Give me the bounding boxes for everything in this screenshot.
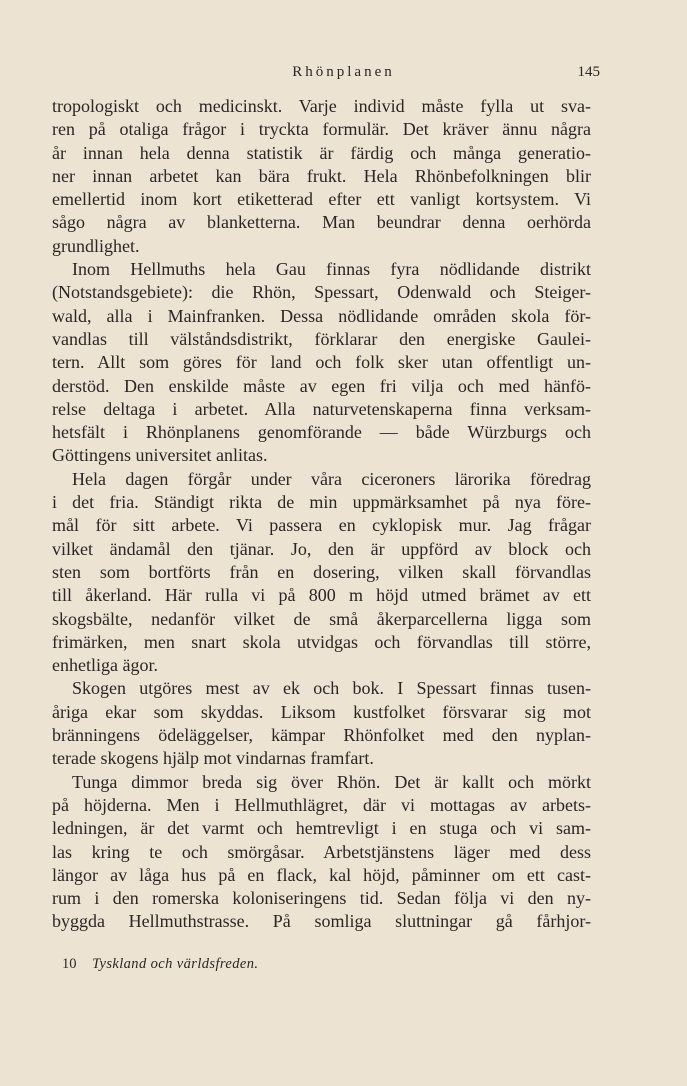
text-line: tropologiskt och medicinskt. Varje individ måste fylla ut sva-	[52, 96, 591, 116]
text-line: bränningens ödeläggelser, kämpar Rhönfolket med den nyplan-	[52, 725, 591, 746]
text-line: skogsbälte, nedanför vilket de små åkerparcellerna ligga som	[52, 608, 591, 629]
body-text	[52, 95, 591, 934]
text-line: år innan hela denna statistik är färdig och många generatio-	[52, 142, 591, 163]
text-line: byggda Hellmuthstrasse. På somliga sluttningar gå fårhjor-	[52, 911, 591, 932]
page-number: 145	[577, 64, 600, 80]
text-line: Hela dagen förgår under våra ciceroners lärorika föredrag	[72, 468, 591, 489]
footer-title: Tyskland och världsfreden.	[92, 956, 259, 972]
text-line: las kring te och smörgåsar. Arbetstjänstens läger med dess	[52, 841, 591, 862]
text-line: derstöd. Den enskilde måste av egen fri vilja och med hänfö-	[52, 375, 591, 396]
text-line: Skogen utgöres mest av ek och bok. I Spessart finnas tusen-	[72, 678, 591, 699]
text-line: ren på otaliga frågor i tryckta formulär. Det kräver ännu några	[52, 119, 591, 140]
text-line: enhetliga ägor.	[52, 655, 158, 676]
text-line: åriga ekar som skyddas. Liksom kustfolket försvarar sig mot	[52, 701, 591, 722]
text-line: ledningen, är det varmt och hemtrevligt i en stuga och vi sam-	[52, 818, 591, 839]
text-line: terade skogens hjälp mot vindarnas framfart.	[52, 748, 374, 769]
text-line: relse deltaga i arbetet. Alla naturvetenskaperna finna verksam-	[52, 398, 591, 419]
text-line: emellertid inom kort etiketterad efter ett vanligt kortsystem. Vi	[52, 189, 591, 210]
text-line: vilket ändamål den tjänar. Jo, den är uppförd av block och	[52, 538, 591, 559]
text-line: frimärken, men snart skola utvidgas och förvandlas till större,	[52, 631, 591, 652]
signature-mark: 10	[62, 956, 77, 972]
text-line: Göttingens universitet anlitas.	[52, 445, 268, 466]
text-line: wald, alla i Mainfranken. Dessa nödlidande områden skola för-	[52, 305, 591, 326]
text-line: längor av låga hus på en flack, kal höjd, påminner om ett cast-	[52, 864, 591, 885]
text-line: mål för sitt arbete. Vi passera en cyklopisk mur. Jag frågar	[52, 515, 591, 536]
text-line: Inom Hellmuths hela Gau finnas fyra nödlidande distrikt	[72, 259, 591, 280]
text-line: Tunga dimmor breda sig över Rhön. Det är kallt och mörkt	[72, 771, 591, 792]
text-line: sten som bortförts från en dosering, vilken skall förvandlas	[52, 561, 591, 582]
text-line: hetsfält i Rhönplanens genomförande — både Würzburgs och	[52, 422, 591, 443]
text-line: till åkerland. Här rulla vi på 800 m höjd utmed brämet av ett	[52, 585, 591, 606]
text-line: på höjderna. Men i Hellmuthlägret, där vi mottagas av arbets-	[52, 794, 591, 815]
text-line: (Notstandsgebiete): die Rhön, Spessart, Odenwald och Steiger-	[52, 282, 591, 303]
footer	[62, 956, 258, 973]
running-head: Rhönplanen	[292, 64, 395, 80]
text-line: i det fria. Ständigt rikta de min uppmärksamhet på nya före-	[52, 492, 591, 513]
text-line: rum i den romerska koloniseringens tid. Sedan följa vi den ny-	[52, 888, 591, 909]
text-line: tern. Allt som göres för land och folk sker utan offentligt un-	[52, 352, 591, 373]
text-line: vandlas till välståndsdistrikt, förklarar den energiske Gaulei-	[52, 328, 591, 349]
text-line: grundlighet.	[52, 235, 140, 256]
text-line: ner innan arbetet kan bära frukt. Hela Rhönbefolkningen blir	[52, 165, 591, 186]
text-line: sågo några av blanketterna. Man beundrar denna oerhörda	[52, 212, 591, 233]
